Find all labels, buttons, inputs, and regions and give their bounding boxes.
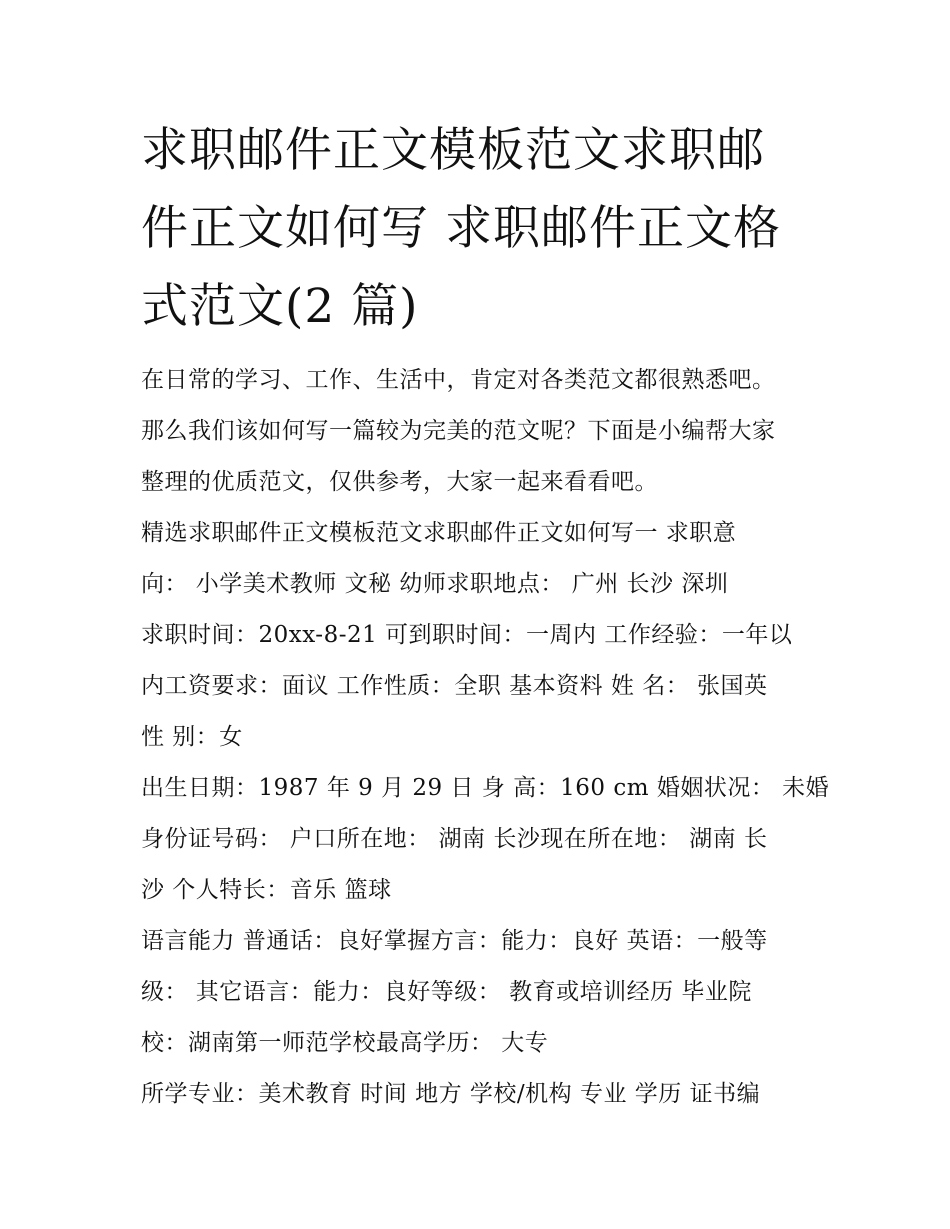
- text-line: 性 别：女: [141, 724, 243, 750]
- text-line: 向： 小学美术教师 文秘 幼师求职地点： 广州 长沙 深圳: [141, 571, 729, 597]
- text-line: 语言能力 普通话：良好掌握方言：能力：良好 英语：一般等: [141, 928, 768, 954]
- document-body: [141, 355, 830, 1120]
- text-line: 级： 其它语言：能力：良好等级： 教育或培训经历 毕业院: [141, 979, 752, 1005]
- text-line: 精选求职邮件正文模板范文求职邮件正文如何写一 求职意: [141, 520, 737, 546]
- text-line: 出生日期：1987 年 9 月 29 日 身 高：160 cm 婚姻状况： 未婚: [141, 775, 830, 801]
- title-line: 求职邮件正文模板范文求职邮: [141, 123, 765, 178]
- text-line: 求职时间：20xx-8-21 可到职时间：一周内 工作经验：一年以: [141, 622, 793, 648]
- language-education-paragraph: [141, 916, 821, 1069]
- job-intent-paragraph: [141, 508, 821, 763]
- text-line: 那么我们该如何写一篇较为完美的范文呢？下面是小编帮大家: [141, 418, 776, 444]
- major-paragraph: [141, 1069, 821, 1120]
- text-line: 所学专业：美术教育 时间 地方 学校/机构 专业 学历 证书编: [141, 1081, 761, 1107]
- title-line: 件正文如何写 求职邮件正文格: [141, 201, 781, 256]
- text-line: 在日常的学习、工作、生活中，肯定对各类范文都很熟悉吧。: [141, 367, 776, 393]
- text-line: 校：湖南第一师范学校最高学历： 大专: [141, 1030, 549, 1056]
- title-line: 式范文(2 篇): [141, 279, 419, 334]
- intro-paragraph: [141, 355, 821, 508]
- text-line: 内工资要求：面议 工作性质：全职 基本资料 姓 名： 张国英: [141, 673, 768, 699]
- personal-info-paragraph: [141, 763, 830, 916]
- text-line: 整理的优质范文，仅供参考，大家一起来看看吧。: [141, 469, 658, 495]
- text-line: 身份证号码： 户口所在地： 湖南 长沙现在所在地： 湖南 长: [141, 826, 768, 852]
- text-line: 沙 个人特长：音乐 篮球: [141, 877, 392, 903]
- document-title: [141, 112, 821, 346]
